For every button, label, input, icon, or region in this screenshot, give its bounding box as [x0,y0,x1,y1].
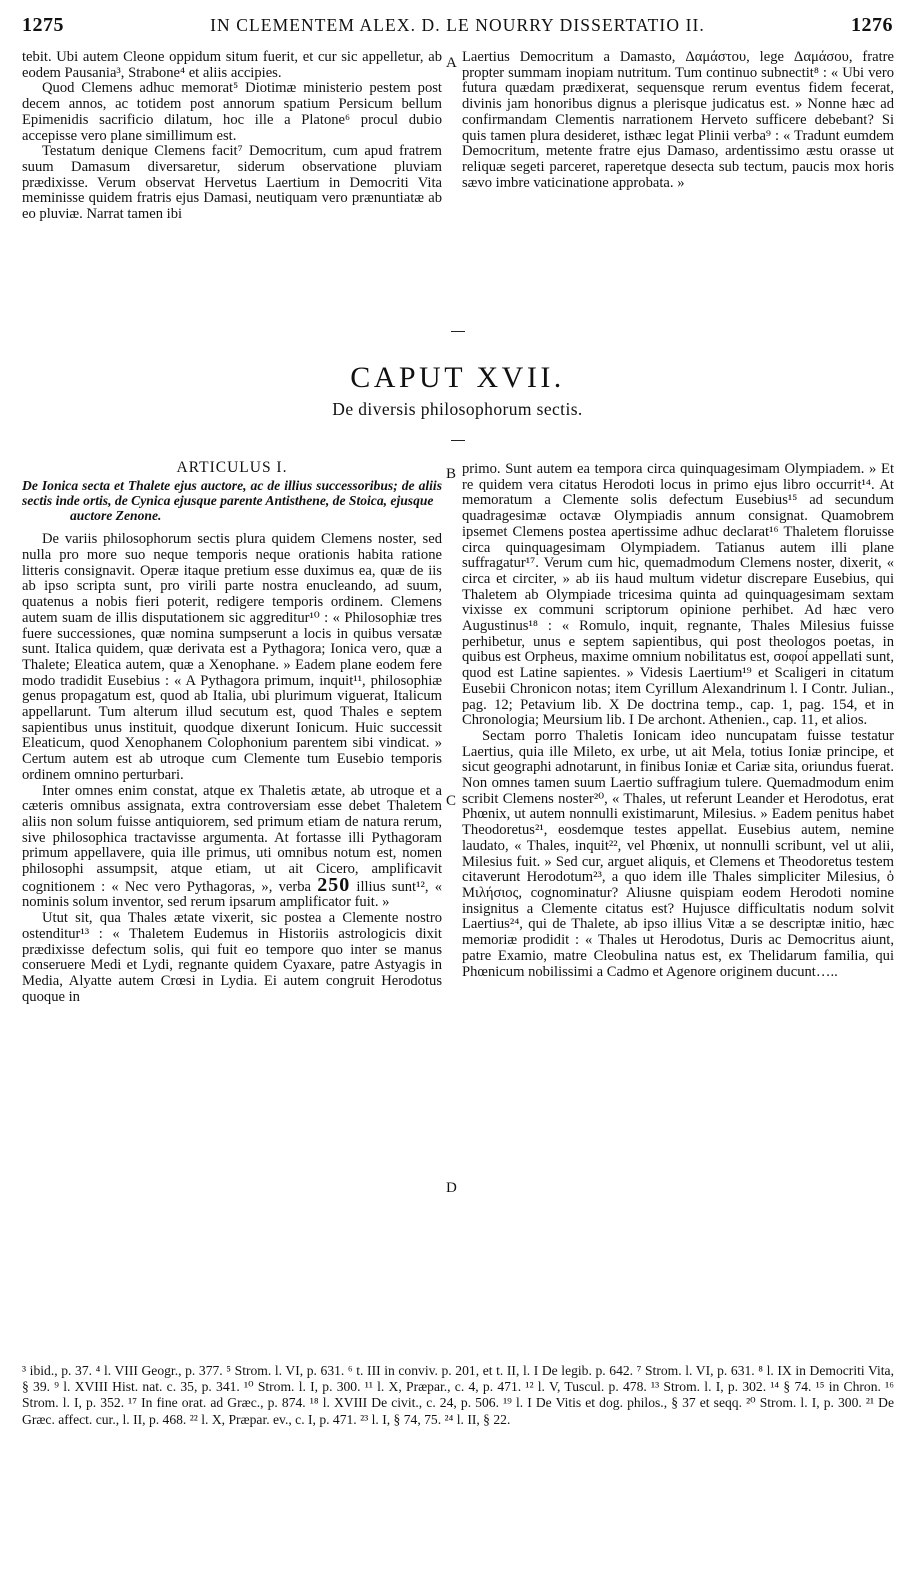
paragraph: Sectam porro Thaletis Ionicam ideo nuncupatam fuisse testatur Laertius, quia ille Mileto, ex urbe, ut ait Mela, totius Ioniæ principe, et sicut geographi adnotarunt, in finibus Ioniæ et Cariæ sita, oriundus fuerat. Non omnes tamen suum Laertio suffragium tulere. Quemadmodum enim scribit Clemens noster²⁰, « Thales, ut referunt Leander et Herodotus, erat Phœnix, ut autem nonnulli existimarunt, Milesius. » Eadem penitus habet Theodoretus²¹, eosdemque testes appellat. Eusebius autem, nemine laudato, « Thales, inquit²², vel Phœnix, ut nonnulli scribunt, vel ut alii, Milesius fuit. » Sed cur, arguet aliquis, et Clemens et Theodoretus testem citaverunt Herodotum²³, a quo idem ille Thales simpliciter Milesius, ὁ Μιλήσιος, cognominatur? Aliusne quispiam eodem Herodoti nomine insignitus a Clemente citatus est? Hujusce difficultatis nodum solvit Laertius²⁴, qui de Thalete, ab ipso illius Vitæ a se descriptæ initio, hæc memoriæ prodidit : « Thales ut Herodotus, Duris ac Democritus aiunt, patre Examio, matre Cleobulina natus est, ex Thelidarum familia, qui Phœnicum nobilissimi a Cadmo et Agenore originem ducunt….. [462,727,894,980]
margin-marker-b: B [446,466,457,482]
paragraph: primo. Sunt autem ea tempora circa quinquagesimam Olympiadem. » Et re quidem vera citatus Herodoti locus in primo ejus libro occurrit¹⁴. At memoratum a Clemente solis defectum Eusebius¹⁵ ad secundum quadragesimæ octavæ Olympiadis annum consignat. Quamobrem ipsemet Clemens postea apertissime adhuc declarat¹⁶ Thaletem floruisse circa quinquagesimam Olympiadem. Tatianus autem illi plane suffragatur¹⁷. Verum cum hic, quemadmodum Clemens noster, dixerit, « circa et circiter, » ab iis haud multum videtur discrepare Eusebius, qui Thaletem ab Olympiade tricesima quinta ad quinquagesimam sextam vixisse ex communi scriptorum opinione perhibet. Ad hæc vero Augustinus¹⁸ : « Romulo, inquit, regnante, Thales Milesius fuisse perhibetur, unus e septem sapientibus, qui post theologos poetas, in quibus est Orpheus, maxime omnium nobilitatus est, σοφοί appellati sunt, quod est Latine sapientes. » Videsis Laertium¹⁹ et Scaligeri in citatum Eusebii Chronicon notas; item Cyrillum Alexandrinum l. I Contr. Julian., pag. 12; Petavium lib. X De doctrina temp., cap. 1, pag. 154, et in Chronologia; Meursium lib. I De archont. Athenien., cap. 11, et alios. [462,461,894,729]
chapter-title: CAPUT XVII. [350,361,565,394]
top-left-column [22,50,442,223]
column-number: 250 [317,873,351,896]
divider [451,440,465,441]
running-header [22,10,893,40]
top-right-column [462,50,894,191]
paragraph-text: illius sunt¹², « nominis solum inventor, sed rerum ipsarum amplificator fuit. » [22,878,443,911]
paragraph-text: Inter omnes enim constat, atque ex Thaletis ætate, ab utroque et a cæteris omnibus assignata, extra controversiam esse debet Thaletem aliis non solum fuisse antiquiorem, sed primum etiam de natura rerum, sive philosophica tractavisse argumenta. At fortasse illi Pythagoram primum appellavere, quia ille primus, uti omnibus notum est, nomen philosophi assumpsit, atque etiam, ut ait Cicero, amplificavit cognitionem : « Nec vero Pythagoras, », verba [22,782,442,895]
paragraph [22,784,442,912]
page-number-left: 1275 [22,14,64,36]
footnotes: ³ ibid., p. 37. ⁴ l. VIII Geogr., p. 377. ⁵ Strom. l. VI, p. 631. ⁶ t. III in conviv. p. 201, et t. II, l. I De legib. p. 642. ⁷ Strom. l. VI, p. 631. ⁸ l. IX in Democriti Vita, § 39. ⁹ l. XVIII Hist. nat. c. 35, p. 341. ¹⁰ Strom. l. I, p. 300. ¹¹ l. X, Præpar., c. 4, p. 471. ¹² l. V, Tuscul. p. 478. ¹³ Strom. l. I, p. 302. ¹⁴ § 74. ¹⁵ in Chron. ¹⁶ Strom. l. I, p. 352. ¹⁷ In fine orat. ad Græc., p. 874. ¹⁸ l. XVIII De civit., c. 24, p. 506. ¹⁹ l. I De Vitis et dog. philos., § 37 et seqq. ²⁰ Strom. l. I, p. 300. ²¹ De Græc. affect. cur., l. II, p. 468. ²² l. X, Præpar. ev., c. I, p. 471. ²³ l. I, § 74, 75. ²⁴ l. II, § 22. [22,1363,894,1427]
paragraph: Laertius Democritum a Damasto, Δαμάστου, lege Δαμάσου, fratre propter summam inopiam nutritum. Tum continuo subnectit⁸ : « Ubi vero futura quædam prædixerat, sequensque rerum eventus fidem fecerat, divinis jam honoribus dignus a plerisque judicatus est. » Nonne hæc ad confirmandam Clementis narrationem Herveto sufficere debebant? Si quis tamen plura desideret, isthæc legat Plinii verba⁹ : « Tradunt eumdem Democritum, metente fratre ejus Damaso, ardentissimo æstu orasse ut reliquæ segeti parceret, raperetque desecta sub tectum, paucis mox horis sævo imbre vaticinatione approbata. » [462,49,894,191]
running-title: IN CLEMENTEM ALEX. D. LE NOURRY DISSERTATIO II. [210,15,705,35]
left-column [22,460,442,1005]
margin-marker-a: A [446,55,457,71]
right-column [462,462,894,980]
paragraph: tebit. Ubi autem Cleone oppidum situm fuerit, et cur sic appelletur, ab eodem Pausania³, Strabone⁴ et aliis accipies. [22,49,442,81]
chapter-subtitle: De diversis philosophorum sectis. [332,399,583,419]
paragraph: De variis philosophorum sectis plura quidem Clemens noster, sed nulla pro more suo neque temporis neque orationis habita ratione litteris consignavit. Operæ itaque pretium esse duximus ea, quæ de iis ab ipso scripta sunt, pro virili parte nostra enucleando, ad suum, quatenus a nobis fieri poterit, redigere temporis ordinem. Clemens autem suam de illis disputationem sic aggreditur¹⁰ : « Philosophiæ tres fuere successiones, quæ nomina sumpserunt a locis in quibus versatæ sunt. Italica quidem, quæ derivata est a Pythagora; Ionica vero, quæ a Thalete; Eleatica autem, quæ a Xenophane. » Eadem plane eodem fere modo tradidit Eusebius : « A Pythagora primum, inquit¹¹, philosophiæ genus propagatum est, quod ab Italia, ubi plurimum viguerat, Italicum appellarunt. Tum alterum illud secutum est, quod Thales e septem sapientibus unus instituit, quodque dixerunt Ionicum. Huic successit Eleaticum, quod Xenophanem Colophonium parentem sibi vindicat. » Certum autem est ab utroque cum Clemente tum Eusebio temporis ordinem omnino perturbari. [22,531,442,783]
divider [451,331,465,332]
paragraph: Utut sit, qua Thales ætate vixerit, sic postea a Clemente nostro ostenditur¹³ : « Thaletem Eudemus in Historiis astrologicis dixit prædixisse defectum solis, qui fuit eo tempore quo inter se manus conseruere Medi et Lydi, regnante quidem Cyaxare, patre Astyagis in Media, Alyatte autem Crœsi in Lydia. Ei autem congruit Herodotus quoque in [22,910,442,1005]
paragraph: Quod Clemens adhuc memorat⁵ Diotimæ ministerio pestem post decem annos, ac totidem post annorum spatium Persicum bellum Epimenidis sacrificio dilatum, hoc ille a Platone⁶ procul dubio accepisse vero plane simillimum est. [22,80,442,144]
article-heading: ARTICULUS I. [176,459,288,476]
article-summary-line: De Ionica secta et Thalete ejus auctore, ac de illius successoribus; de aliis sectis inde ortis, de Cynica ejusque parente Antisthene, de Stoica, ejusque [22,477,442,508]
paragraph: Testatum denique Clemens facit⁷ Democritum, cum apud fratrem suum Damasum diversaretur, siderum observatione pluviam prædixisse. Verum observat Hervetus Laertium in Democriti Vita meminisse quidem fratris ejus Damasi, neutiquam vero prænuntiatæ ab eo pluviæ. Narrat tamen ibi [22,143,442,223]
article-summary [22,478,442,524]
article-summary-end: auctore Zenone. [70,508,162,524]
page-number-right: 1276 [851,14,893,36]
margin-marker-d: D [446,1180,457,1196]
margin-marker-c: C [446,793,457,809]
